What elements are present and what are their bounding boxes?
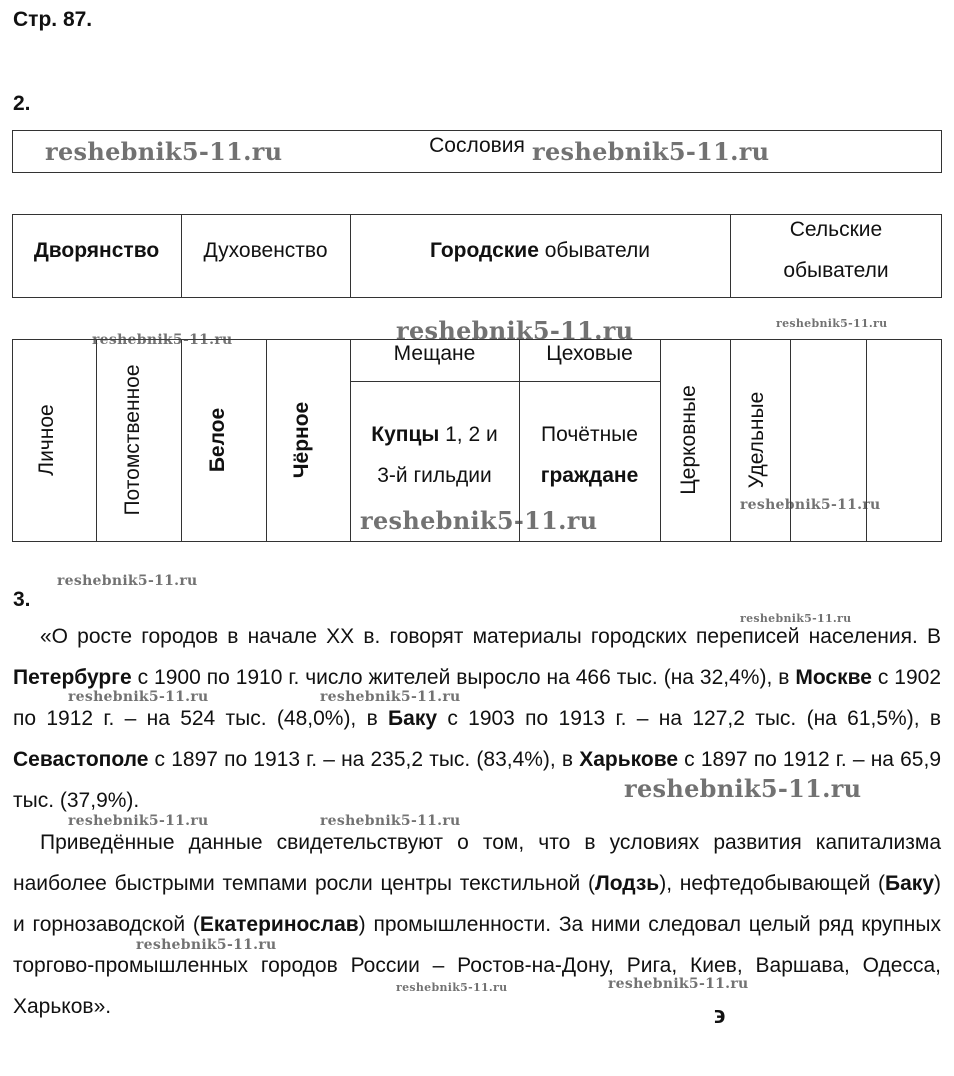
watermark: reshebnik5-11.ru <box>320 813 461 829</box>
task-3-number: 3. <box>13 588 31 611</box>
highlighted-term: Харькове <box>579 748 679 771</box>
highlighted-term: Екатеринослав <box>199 913 359 936</box>
divider <box>96 339 97 542</box>
subgroup-meshchane: Мещане <box>393 342 476 365</box>
watermark: reshebnik5-11.ru <box>320 689 461 705</box>
subgroup-tsekhovye: Цеховые <box>546 342 633 365</box>
text-run: с 1897 по 1912 г. – на 65,9 тыс. (37,9%). <box>13 748 941 812</box>
estate-urban-rest: обыватели <box>538 238 651 262</box>
watermark: reshebnik5-11.ru <box>360 506 598 535</box>
quote-paragraph-1 <box>13 616 941 821</box>
watermark: reshebnik5-11.ru <box>740 497 881 513</box>
divider <box>790 339 791 542</box>
watermark: reshebnik5-11.ru <box>532 137 770 166</box>
subgroup-personal: Личное <box>35 404 58 476</box>
text-run: с 1897 по 1913 г. – на 235,2 тыс. (83,4%), в <box>148 748 580 771</box>
subgroup-honorary-citizens <box>519 414 660 496</box>
estate-rural <box>730 208 942 292</box>
watermark: reshebnik5-11.ru <box>92 332 233 348</box>
estate-nobility: Дворянство <box>33 238 160 262</box>
subgroup-appanage-peasants: Удельные <box>745 391 768 489</box>
text-run: ) промышленности. За ними следовал целый ряд крупных торгово-промышленных городов России – Ростов-на-Дону, Рига, Киев, Варшава, Одесса, Харьков». <box>13 913 941 1018</box>
text-run: с 1902 по 1912 г. – на 524 тыс. (48,0%), в <box>13 666 942 730</box>
watermark: reshebnik5-11.ru <box>68 813 209 829</box>
estate-rural-line2: обыватели <box>783 259 889 282</box>
task-2-number: 2. <box>13 92 31 115</box>
highlighted-term: Лодзь <box>594 872 660 895</box>
estates-title: Сословия <box>429 134 525 157</box>
watermark: reshebnik5-11.ru <box>396 316 634 345</box>
merchants-bold: Купцы <box>371 423 440 446</box>
highlighted-term: Баку <box>885 872 934 895</box>
watermark: reshebnik5-11.ru <box>608 976 749 992</box>
quote-paragraph-2 <box>13 822 941 1027</box>
text-run: Приведённые данные свидетельствуют о том, что в условиях развития капитализма наиболее быстрыми темпами росли центры текстильной ( <box>13 831 941 895</box>
watermark: reshebnik5-11.ru <box>136 937 277 953</box>
honorary-line2: граждане <box>540 464 639 487</box>
divider <box>350 381 660 382</box>
highlighted-term: Баку <box>388 707 438 730</box>
estate-rural-line1: Сельские <box>789 218 883 241</box>
watermark: reshebnik5-11.ru <box>776 317 888 330</box>
watermark: reshebnik5-11.ru <box>396 981 508 994</box>
divider <box>266 339 267 542</box>
text-run: с 1903 по 1913 г. – на 127,2 тыс. (на 61,5%), в <box>437 707 941 730</box>
subgroup-merchants <box>350 414 519 496</box>
divider <box>866 339 867 542</box>
page-number-label: Стр. 87. <box>13 8 93 31</box>
watermark: reshebnik5-11.ru <box>68 689 209 705</box>
divider <box>660 339 661 542</box>
subgroup-white-clergy: Белое <box>206 407 229 473</box>
watermark: reshebnik5-11.ru <box>740 612 852 625</box>
watermark: reshebnik5-11.ru <box>624 774 862 803</box>
subgroup-hereditary: Потомственное <box>121 364 144 516</box>
highlighted-term: Москве <box>795 666 872 689</box>
divider <box>181 339 182 542</box>
honorary-line1: Почётные <box>541 423 638 446</box>
estate-urban <box>350 214 730 286</box>
subgroup-church-peasants: Церковные <box>677 385 700 495</box>
trailing-mark: ϶ <box>714 1002 726 1029</box>
merchants-rest: 1, 2 и <box>439 423 498 446</box>
watermark: reshebnik5-11.ru <box>57 573 198 589</box>
text-run: с 1900 по 1910 г. число жителей выросло на 466 тыс. (на 32,4%), в <box>131 666 796 689</box>
text-run: ), нефтедобывающей ( <box>659 872 886 895</box>
estate-clergy: Духовенство <box>203 238 328 262</box>
divider <box>730 339 731 542</box>
highlighted-term: Петербурге <box>13 666 132 689</box>
subgroup-black-clergy: Чёрное <box>290 401 313 479</box>
watermark: reshebnik5-11.ru <box>45 137 283 166</box>
text-run: ) и горнозаводской ( <box>13 872 941 936</box>
text-run: «О росте городов в начале XX в. говорят материалы городских переписей населения. В <box>40 625 941 648</box>
estate-urban-bold: Городские <box>429 238 539 262</box>
highlighted-term: Севастополе <box>13 748 149 771</box>
merchants-line2: 3-й гильдии <box>377 464 492 487</box>
